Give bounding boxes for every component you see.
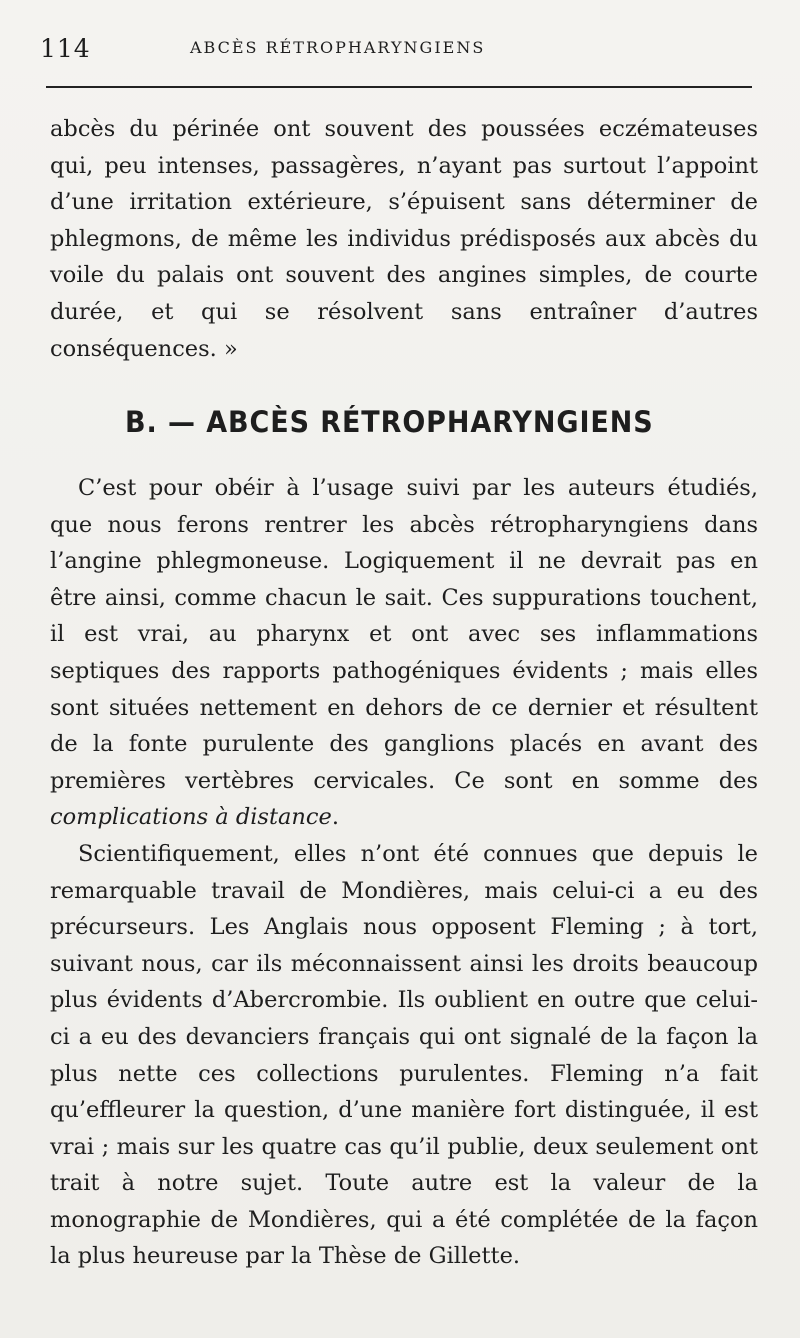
page-header (40, 28, 755, 68)
italic-phrase: complications à distance (50, 804, 332, 831)
section-letter: B. — (125, 405, 207, 439)
section-title: ABCÈS RÉTROPHARYNGIENS (206, 405, 654, 439)
paragraph-usage (50, 470, 758, 836)
section-body (50, 470, 758, 1275)
header-rule (46, 86, 752, 88)
page-number: 114 (40, 34, 91, 63)
section-heading (125, 405, 654, 439)
paragraph-usage-text: C’est pour obéir à l’usage suivi par les auteurs étudiés, que nous ferons rentrer les abcès rétropharyngiens dans l’angine phlegmoneuse. Logiquement il ne devrait pas en être ainsi, comme chacun le sait. Ces suppurations touchent, il est vrai, au pharynx et ont avec ses inflammations septiques des rapports pathogéniques évidents ; mais elles sont situées nettement en dehors de ce dernier et résultent de la fonte purulente des ganglions placés en avant des premières vertèbres cervicales. Ce sont en somme des (50, 475, 758, 794)
continuation-paragraph: abcès du périnée ont souvent des poussées eczémateuses qui, peu intenses, passagères, n’ayant pas surtout l’appoint d’une irritation extérieure, s’épuisent sans déterminer de phlegmons, de même les individus prédisposés aux abcès du voile du palais ont souvent des angines simples, de courte durée, et qui se résolvent sans entraîner d’autres conséquences. » (50, 116, 758, 362)
paragraph-history: Scientifiquement, elles n’ont été connues que depuis le remarquable travail de Mondières, mais celui-ci a eu des précurseurs. Les Anglais nous opposent Fleming ; à tort, suivant nous, car ils méconnaissent ainsi les droits beaucoup plus évidents d’Abercrombie. Ils oublient en outre que celui-ci a eu des devanciers français qui ont signalé de la façon la plus nette ces collections purulentes. Fleming n’a fait qu’effleurer la question, d’une manière fort distinguée, il est vrai ; mais sur les quatre cas qu’il publie, deux seulement ont trait à notre sujet. Toute autre est la valeur de la monographie de Mondières, qui a été complétée de la façon la plus heureuse par la Thèse de Gillette. (50, 840, 758, 1270)
running-title: ABCÈS RÉTROPHARYNGIENS (190, 38, 486, 57)
paragraph-usage-end: . (331, 804, 339, 831)
